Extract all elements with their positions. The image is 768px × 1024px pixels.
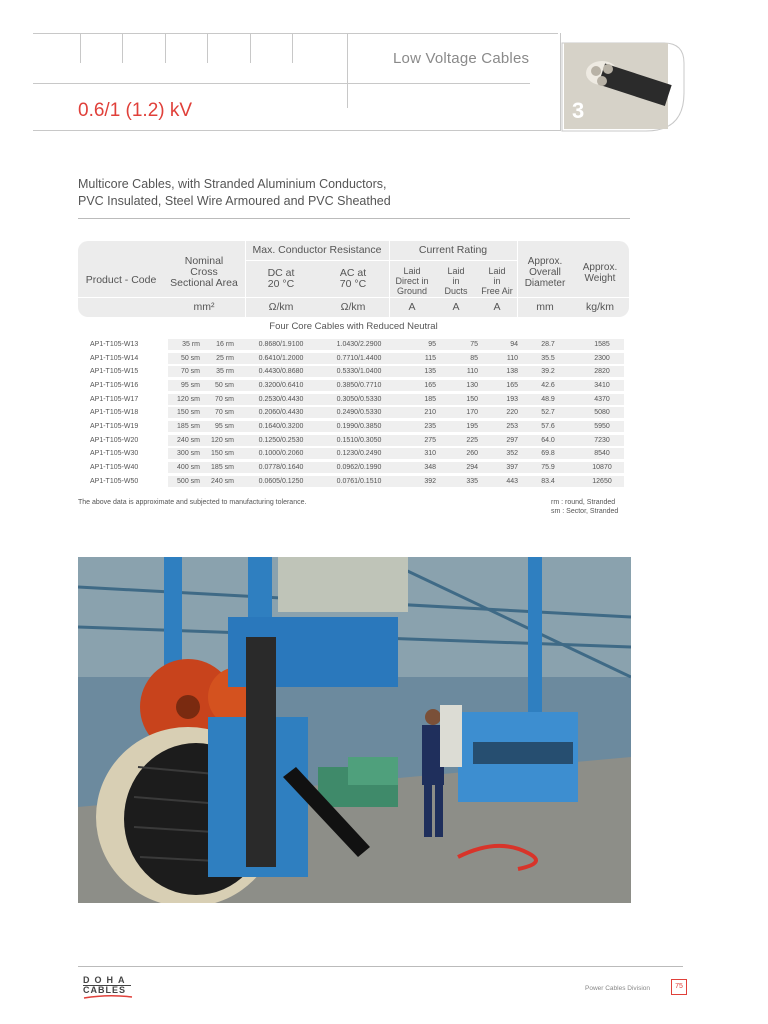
header-divider	[207, 33, 208, 63]
cell-weight: 3410	[594, 381, 610, 389]
cell-area2: 95 sm	[214, 422, 234, 430]
cell-area1: 35 rm	[182, 341, 200, 348]
header-divider	[292, 33, 293, 63]
cell-weight: 2820	[594, 368, 610, 376]
header-text: in	[452, 276, 460, 286]
description-line: PVC Insulated, Steel Wire Armoured and PVC Sheathed	[78, 194, 391, 208]
cell-ground: 210	[424, 409, 436, 417]
unit-area: mm²	[193, 301, 215, 313]
header-text: Approx.	[527, 256, 563, 267]
cell-air: 253	[506, 422, 518, 430]
header-text: Laid	[403, 266, 421, 276]
header-text: Diameter	[524, 278, 566, 289]
cell-ducts: 110	[466, 368, 478, 376]
cell-air: 193	[506, 395, 518, 403]
page-number: 75	[671, 979, 687, 995]
unit-weight: kg/km	[585, 301, 614, 313]
cell-dc: 0.0605/0.1250	[258, 477, 304, 485]
cell-diam: 48.9	[541, 395, 555, 403]
cell-diam: 69.8	[541, 450, 555, 458]
header-resistance: Max. Conductor Resistance	[252, 244, 382, 256]
cell-ducts: 195	[466, 422, 478, 430]
cell-ducts: 335	[466, 477, 478, 485]
cell-code: AP1-T105-W20	[90, 436, 139, 444]
cell-diam: 75.9	[541, 463, 555, 471]
cell-dc: 0.1250/0.2530	[258, 436, 304, 444]
table-row	[78, 339, 629, 351]
header-text: Nominal	[184, 255, 224, 267]
header-text: Overall	[529, 267, 561, 278]
header-ac	[322, 268, 384, 290]
cell-area2: 120 sm	[211, 436, 234, 444]
cell-air: 352	[506, 450, 518, 458]
header-diameter	[518, 256, 572, 289]
table-row	[78, 448, 629, 460]
cell-ground: 275	[424, 436, 436, 444]
cell-area2: 16 rm	[216, 341, 234, 348]
cell-dc: 0.1000/0.2060	[258, 450, 304, 458]
cell-code: AP1-T105-W16	[90, 381, 139, 389]
cell-area2: 70 sm	[214, 409, 234, 417]
table-row-divider	[78, 297, 629, 298]
table-row-divider	[245, 260, 517, 261]
unit-diameter: mm	[536, 301, 554, 313]
table-row	[78, 476, 629, 488]
table-row	[78, 421, 629, 433]
header-laid-air	[476, 266, 518, 296]
footer-divider	[78, 966, 683, 967]
header-nominal-area	[163, 256, 245, 289]
header-text: 70 °C	[339, 278, 367, 290]
cell-area2: 70 sm	[214, 395, 234, 403]
table-row	[78, 380, 629, 392]
cell-dc: 0.2060/0.4430	[258, 409, 304, 417]
cell-ac: 0.3850/0.7710	[336, 381, 382, 389]
table-row	[78, 394, 629, 406]
header-text: DC at	[267, 267, 295, 279]
cell-code: AP1-T105-W18	[90, 409, 139, 417]
cell-diam: 83.4	[541, 477, 555, 485]
cell-weight: 2300	[594, 354, 610, 362]
cell-weight: 12650	[592, 477, 612, 485]
description-line: Multicore Cables, with Stranded Aluminium Conductors,	[78, 177, 387, 191]
cell-code: AP1-T105-W14	[90, 354, 139, 362]
logo-swoosh-icon	[83, 994, 133, 1000]
cell-area2: 150 sm	[211, 450, 234, 458]
cell-diam: 42.6	[541, 381, 555, 389]
subtitle-divider	[78, 218, 630, 219]
cell-dc: 0.1640/0.3200	[258, 422, 304, 430]
header-text: Ducts	[444, 286, 468, 296]
header-product-code: Product - Code	[85, 274, 157, 286]
header-text: in	[493, 276, 501, 286]
cell-ac: 0.1230/0.2490	[336, 450, 382, 458]
cell-code: AP1-T105-W19	[90, 422, 139, 430]
cell-air: 397	[506, 463, 518, 471]
cell-area2: 240 sm	[211, 477, 234, 485]
unit-ducts: A	[452, 301, 460, 313]
header-current-rating: Current Rating	[418, 244, 488, 256]
cell-weight: 8540	[594, 450, 610, 458]
cell-area2: 50 sm	[214, 381, 234, 389]
cell-code: AP1-T105-W50	[90, 477, 139, 485]
unit-ground: A	[408, 301, 416, 313]
cell-code: AP1-T105-W40	[90, 463, 139, 471]
cell-ground: 185	[424, 395, 436, 403]
cell-air: 138	[506, 368, 518, 376]
cell-diam: 64.0	[541, 436, 555, 444]
product-description	[78, 176, 391, 210]
cell-area1: 500 sm	[177, 477, 200, 485]
cell-ground: 165	[424, 381, 436, 389]
header-text: Laid	[447, 266, 465, 276]
cell-area1: 185 sm	[177, 422, 200, 430]
header-text: Free Air	[481, 286, 513, 296]
header-text: Sectional Area	[170, 277, 238, 289]
header-text: Cross	[190, 266, 218, 278]
cell-diam: 39.2	[541, 368, 555, 376]
header-laid-ground	[390, 266, 434, 296]
header-top-line	[33, 33, 558, 34]
cell-ac: 0.1510/0.3050	[336, 436, 382, 444]
legend-sm: sm : Sector, Stranded	[551, 508, 619, 515]
header-divider	[80, 33, 81, 63]
unit-air: A	[493, 301, 501, 313]
cell-air: 220	[506, 409, 518, 417]
cell-weight: 1585	[594, 341, 610, 348]
cell-diam: 52.7	[541, 409, 555, 417]
cell-weight: 7230	[594, 436, 610, 444]
table-row	[78, 366, 629, 378]
cell-dc: 0.8680/1.9100	[258, 341, 304, 348]
tab-number: 3	[572, 98, 585, 123]
cell-weight: 10870	[592, 463, 612, 471]
table-row	[78, 435, 629, 447]
cell-ducts: 170	[466, 409, 478, 417]
unit-ac: Ω/km	[340, 301, 366, 313]
cell-code: AP1-T105-W17	[90, 395, 139, 403]
tolerance-note: The above data is approximate and subjected to manufacturing tolerance.	[78, 499, 307, 506]
cell-dc: 0.4430/0.8680	[258, 368, 304, 376]
cell-air: 94	[510, 341, 518, 348]
header-dc	[250, 268, 312, 290]
company-logo: DOHA	[83, 975, 130, 985]
cell-ac: 0.3050/0.5330	[336, 395, 382, 403]
legend-rm: rm : round, Stranded	[551, 499, 616, 506]
cell-air: 165	[506, 381, 518, 389]
cell-dc: 0.0778/0.1640	[258, 463, 304, 471]
header-laid-ducts	[436, 266, 476, 296]
cell-dc: 0.2530/0.4430	[258, 395, 304, 403]
cell-ground: 310	[424, 450, 436, 458]
cell-diam: 28.7	[541, 341, 555, 348]
header-bottom-line	[33, 130, 561, 131]
cell-ground: 95	[428, 341, 436, 348]
cell-code: AP1-T105-W13	[90, 341, 139, 348]
cell-area1: 400 sm	[177, 463, 200, 471]
cell-area1: 70 sm	[180, 368, 200, 376]
cell-ground: 115	[424, 354, 436, 362]
header-text: Approx.	[582, 262, 618, 273]
header-divider	[347, 33, 348, 108]
cell-weight: 5950	[594, 422, 610, 430]
cell-ground: 348	[424, 463, 436, 471]
table-row	[78, 407, 629, 419]
cell-ducts: 85	[470, 354, 478, 362]
cell-ducts: 260	[466, 450, 478, 458]
table-row	[78, 462, 629, 474]
cell-ducts: 150	[466, 395, 478, 403]
cell-ducts: 130	[466, 381, 478, 389]
cell-ground: 235	[424, 422, 436, 430]
cell-weight: 4370	[594, 395, 610, 403]
header-text: Direct in	[395, 276, 429, 286]
header-divider	[165, 33, 166, 63]
cell-ac: 0.0962/0.1990	[336, 463, 382, 471]
voltage-title: 0.6/1 (1.2) kV	[78, 100, 193, 121]
cell-area2: 35 rm	[216, 368, 234, 376]
cell-ac: 0.1990/0.3850	[336, 422, 382, 430]
header-mid-line	[33, 83, 530, 84]
cell-ground: 392	[424, 477, 436, 485]
cell-diam: 35.5	[541, 354, 555, 362]
table-row	[78, 353, 629, 365]
cell-air: 443	[506, 477, 518, 485]
cell-area1: 240 sm	[177, 436, 200, 444]
unit-dc: Ω/km	[268, 301, 294, 313]
division-label: Power Cables Division	[585, 985, 651, 992]
cell-ground: 135	[424, 368, 436, 376]
cell-ac: 1.0430/2.2900	[336, 341, 382, 348]
cell-code: AP1-T105-W15	[90, 368, 139, 376]
cell-ac: 0.5330/1.0400	[336, 368, 382, 376]
header-text: Ground	[396, 286, 428, 296]
cell-area1: 300 sm	[177, 450, 200, 458]
cell-ducts: 75	[470, 341, 478, 348]
cell-area1: 120 sm	[177, 395, 200, 403]
factory-photo	[78, 557, 631, 903]
cell-area2: 185 sm	[211, 463, 234, 471]
cell-area2: 25 rm	[216, 354, 234, 362]
cell-ac: 0.2490/0.5330	[336, 409, 382, 417]
cell-weight: 5080	[594, 409, 610, 417]
company-logo-sub: CABLES	[83, 985, 127, 995]
cell-ac: 0.0761/0.1510	[336, 477, 382, 485]
cell-air: 297	[506, 436, 518, 444]
section-title: Low Voltage Cables	[393, 50, 530, 67]
cell-ducts: 294	[466, 463, 478, 471]
header-weight	[572, 262, 628, 284]
cell-ducts: 225	[466, 436, 478, 444]
cell-ac: 0.7710/1.4400	[336, 354, 382, 362]
table-caption: Four Core Cables with Reduced Neutral	[269, 321, 438, 332]
cell-area1: 150 sm	[177, 409, 200, 417]
header-text: Laid	[488, 266, 506, 276]
cell-area1: 50 sm	[180, 354, 200, 362]
cell-diam: 57.6	[541, 422, 555, 430]
cell-area1: 95 sm	[180, 381, 200, 389]
cell-dc: 0.3200/0.6410	[258, 381, 304, 389]
header-divider	[250, 33, 251, 63]
cell-air: 110	[506, 354, 518, 362]
cell-dc: 0.6410/1.2000	[258, 354, 304, 362]
header-text: AC at	[339, 267, 367, 279]
header-divider	[122, 33, 123, 63]
header-text: Weight	[584, 273, 616, 284]
cell-code: AP1-T105-W30	[90, 450, 139, 458]
header-text: 20 °C	[267, 278, 295, 290]
